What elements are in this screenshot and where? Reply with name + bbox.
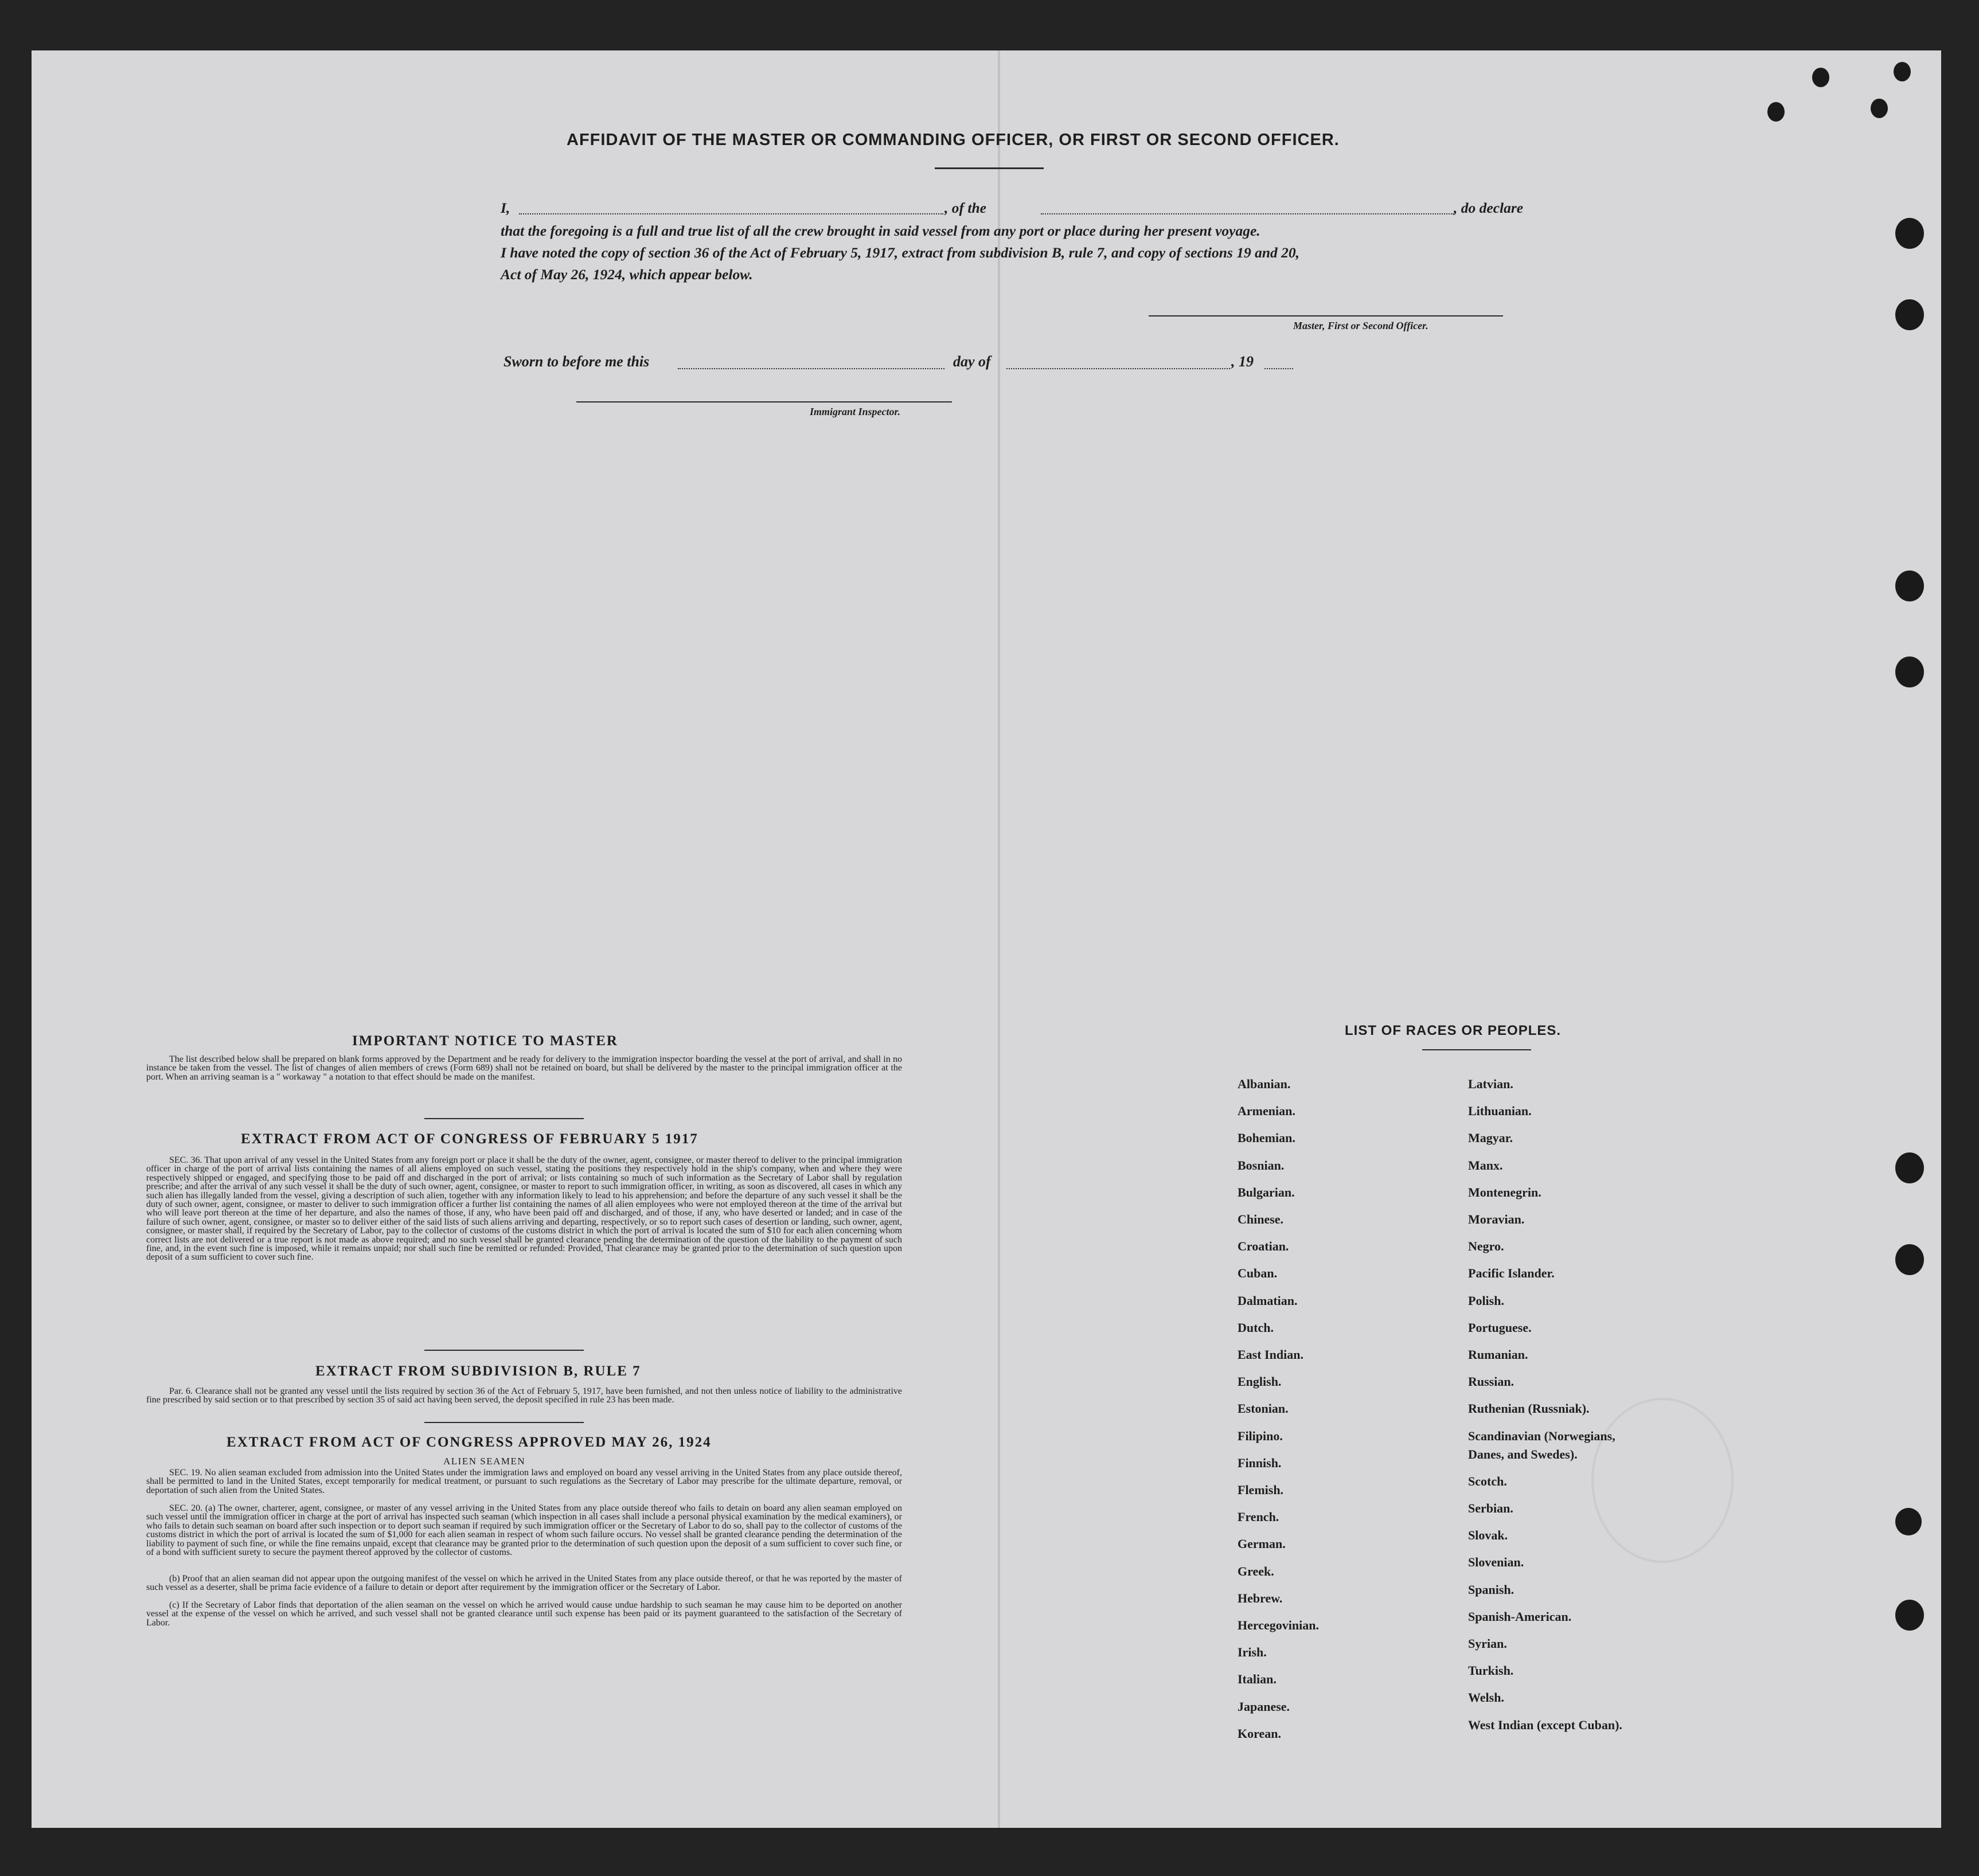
race-item: English. [1238, 1374, 1282, 1389]
race-item: Lithuanian. [1468, 1104, 1532, 1119]
sworn-day-blank[interactable] [678, 368, 944, 369]
extract-1917-text: SEC. 36. That upon arrival of any vessel in the United States from any foreign port or place it shall be the duty of the owner, agent, consignee, or master thereof to deliver to the principal immigration officer in charge of the port of arrival lists containing the names of all aliens employed on such vessel, stating the positions they respectively hold in the ship's company, when and where they were respectively shipped or engaged, and specifying those to be paid off and discharged in the port of arrival; or lists containing so much of such information as the Secretary of Labor shall by regulation prescribe; and after the arrival of any such vessel it shall be the duty of such owner, agent, consignee, or master to report to such immigration officer, in writing, as soon as discovered, all cases in which any such alien has illegally landed from the vessel, giving a description of such alien, together with any information likely to lead to his apprehension; and before the departure of any such vessel it shall be the duty of such owner, agent, consignee, or master to deliver to such immigration officer a further list containing the names of all alien employees who were not employed thereon at the time of the arrival but who will leave port thereon at the time of her departure, and also the names of those, if any, who have been paid off and discharged, and of those, if any, who have deserted or landed; and in case of the failure of such owner, agent, consignee, or master so to deliver either of the said lists of such aliens arriving and departing, respectively, or so to report such cases of desertion or landing, such owner, agent, consignee, or master shall, if required by the Secretary of Labor, pay to the collector of customs of the customs district in which the port of arrival is located the sum of $10 for each alien concerning whom correct lists are not delivered or a true report is not made as above required; and no such vessel shall be granted clearance pending the determination of the question of the liability to the payment of such fine, and, in the event such fine is imposed, while it remains unpaid; nor shall such fine be remitted or refunded: Provided, That clearance may be granted prior to the determination of such question upon deposit of a sum sufficient to cover such fine. [146, 1155, 902, 1263]
notice-title: IMPORTANT NOTICE TO MASTER [352, 1033, 618, 1049]
race-item: Welsh. [1468, 1690, 1504, 1705]
race-item: Estonian. [1238, 1401, 1289, 1416]
punch-hole [1895, 570, 1924, 601]
embossed-seal [1591, 1398, 1734, 1563]
extract-1917-title: EXTRACT FROM ACT OF CONGRESS OF FEBRUARY 5 1917 [241, 1131, 698, 1147]
punch-hole [1895, 299, 1924, 330]
race-item: Rumanian. [1468, 1347, 1528, 1362]
affidavit-line-2: that the foregoing is a full and true list of all the crew brought in said vessel from any port or place during her present voyage. [501, 222, 1260, 239]
extract-1917-rule [424, 1350, 584, 1351]
do-declare-label: , do declare [1454, 200, 1524, 216]
race-item: Bulgarian. [1238, 1185, 1295, 1199]
race-item: Bohemian. [1238, 1131, 1295, 1146]
master-signature-label: Master, First or Second Officer. [1293, 320, 1428, 331]
race-item: Hercegovinian. [1238, 1618, 1319, 1632]
race-item: Spanish. [1468, 1582, 1514, 1597]
race-item: Manx. [1468, 1158, 1503, 1172]
race-item: German. [1238, 1537, 1286, 1551]
affidavit-line-3: I have noted the copy of section 36 of the Act of February 5, 1917, extract from subdivision B, rule 7, and copy of sections 19 and 20, [501, 244, 1300, 261]
race-item: Filipino. [1238, 1428, 1283, 1443]
punch-hole [1895, 1508, 1922, 1535]
race-item: Croatian. [1238, 1239, 1289, 1254]
affidavit-title: AFFIDAVIT OF THE MASTER OR COMMANDING OFFICER, OR FIRST OR SECOND OFFICER. [567, 131, 1340, 149]
sec-20a-text: SEC. 20. (a) The owner, charterer, agent, consignee, or master of any vessel arriving in the United States from any place outside thereof who fails to detain on board any alien seaman employed on such vessel until the immigration officer in charge at the port of arrival has inspected such seaman (which inspection in all cases shall include a personal physical examination by the medical examiners), or who fails to detain such seaman on board after such inspection or to deport such seaman if required by such immigration officer or the Secretary of Labor to do so, shall pay to the collector of customs of the customs district in which the port of arrival is located the sum of $1,000 for each alien seaman in respect of whom such failure occurs. No vessel shall be granted clearance pending the determination of the liability to payment of such fine, or while the fine remains unpaid, except that clearance may be granted prior to the determination of such question upon the deposit of a sum sufficient to cover such fine, or of a bond with sufficient surety to secure the payment thereof approved by the collector of customs. [146, 1503, 902, 1558]
punch-hole [1895, 1244, 1924, 1275]
sworn-label: Sworn to before me this [503, 353, 650, 370]
race-item: Slovenian. [1468, 1555, 1524, 1570]
document-sheet [32, 50, 1941, 1828]
master-signature-line[interactable] [1149, 315, 1503, 316]
notice-rule [424, 1118, 584, 1119]
race-item: Pacific Islander. [1468, 1266, 1555, 1281]
race-item: Bosnian. [1238, 1158, 1285, 1172]
race-item: East Indian. [1238, 1347, 1303, 1362]
race-item: Japanese. [1238, 1699, 1290, 1714]
races-title: LIST OF RACES OR PEOPLES. [1345, 1023, 1562, 1038]
subdivision-text: Par. 6. Clearance shall not be granted any vessel until the lists required by section 36 of the Act of February 5, 1917, have been furnished, and not then unless notice of liability to the administrative fine prescribed by said section or to that prescribed by section 35 of said act having been served, the deposit specified in rule 23 has been made. [146, 1386, 902, 1405]
page-fold [998, 50, 1000, 1828]
race-item: Syrian. [1468, 1636, 1507, 1651]
punch-hole [1895, 656, 1924, 687]
race-item: Danes, and Swedes). [1468, 1447, 1578, 1461]
race-item: Moravian. [1468, 1212, 1525, 1226]
title-rule [935, 167, 1044, 169]
race-item: Italian. [1238, 1672, 1277, 1687]
race-item: Hebrew. [1238, 1590, 1283, 1605]
race-item: Finnish. [1238, 1455, 1282, 1470]
extract-1924-title: EXTRACT FROM ACT OF CONGRESS APPROVED MAY 26, 1924 [227, 1435, 712, 1450]
race-item: Irish. [1238, 1645, 1267, 1660]
race-item: Serbian. [1468, 1501, 1513, 1515]
race-item: Cuban. [1238, 1266, 1278, 1281]
punch-hole [1812, 68, 1829, 87]
race-item: Montenegrin. [1468, 1185, 1541, 1199]
punch-hole [1895, 1152, 1924, 1183]
notice-text: The list described below shall be prepared on blank forms approved by the Department and be ready for delivery to the immigration inspector boarding the vessel at the port of arrival, and shall in no instance be taken from the vessel. The list of changes of alien members of crews (Form 689) shall not be retained on board, but shall be delivered by the master to the principal immigration officer at the port. When an arriving seaman is a " workaway " a notation to that effect should be made on the manifest. [146, 1054, 902, 1082]
races-rule [1422, 1049, 1531, 1050]
alien-seamen-subtitle: ALIEN SEAMEN [443, 1456, 526, 1467]
race-item: Slovak. [1468, 1528, 1508, 1543]
race-item: Negro. [1468, 1239, 1504, 1254]
race-item: Russian. [1468, 1374, 1514, 1389]
race-item: Dalmatian. [1238, 1293, 1298, 1308]
sec-20b-text: (b) Proof that an alien seaman did not appear upon the outgoing manifest of the vessel on which he arrived in the United States from any place outside thereof, or that he was reported by the master of such vessel as a deserter, shall be prima facie evidence of a failure to detain or deport after requirement by the immigration officer or the Secretary of Labor. [146, 1574, 902, 1593]
sworn-month-blank[interactable] [1006, 368, 1230, 369]
race-item: Korean. [1238, 1726, 1281, 1741]
sec-19-text: SEC. 19. No alien seaman excluded from admission into the United States under the immigration laws and employed on board any vessel arriving in the United States from any place outside thereof, shall be permitted to land in the United States, except temporarily for medical treatment, or pursuant to such regulations as the Secretary of Labor may prescribe for the ultimate departure, removal, or deportation of such alien from the United States. [146, 1468, 902, 1495]
day-of-label: day of [953, 353, 991, 370]
vessel-blank[interactable] [1041, 213, 1454, 214]
of-the-label: , of the [944, 200, 986, 216]
affidavit-i-label: I, [501, 200, 510, 216]
race-item: Flemish. [1238, 1483, 1284, 1497]
year-label: , 19 [1231, 353, 1254, 370]
race-item: Chinese. [1238, 1212, 1284, 1226]
race-item: Dutch. [1238, 1320, 1274, 1335]
name-blank[interactable] [519, 213, 943, 214]
subdivision-title: EXTRACT FROM SUBDIVISION B, RULE 7 [315, 1363, 641, 1379]
race-item: Polish. [1468, 1293, 1504, 1308]
punch-hole [1894, 62, 1911, 81]
race-item: Turkish. [1468, 1663, 1514, 1678]
race-item: Ruthenian (Russniak). [1468, 1401, 1590, 1416]
punch-hole [1767, 102, 1785, 122]
race-item: Greek. [1238, 1564, 1274, 1578]
race-item: Portuguese. [1468, 1320, 1532, 1335]
inspector-label: Immigrant Inspector. [810, 406, 901, 417]
year-blank[interactable] [1264, 368, 1293, 369]
affidavit-line-4: Act of May 26, 1924, which appear below. [501, 266, 753, 283]
race-item: Albanian. [1238, 1077, 1291, 1091]
sec-20c-text: (c) If the Secretary of Labor finds that deportation of the alien seaman on the vessel on which he arrived would cause undue hardship to such seaman he may cause him to be deported on another vessel at the expense of the vessel on which he arrived, and such vessel shall not be granted clearance until such expense has been paid or its payment guaranteed to the satisfaction of the Secretary of Labor. [146, 1600, 902, 1628]
punch-hole [1895, 1600, 1924, 1631]
race-item: Scotch. [1468, 1474, 1507, 1488]
race-item: Scandinavian (Norwegians, [1468, 1428, 1615, 1443]
race-item: Latvian. [1468, 1077, 1513, 1091]
race-item: Armenian. [1238, 1104, 1295, 1119]
inspector-signature-line[interactable] [576, 401, 952, 402]
race-item: West Indian (except Cuban). [1468, 1717, 1622, 1732]
race-item: French. [1238, 1510, 1279, 1525]
punch-hole [1871, 99, 1888, 118]
subdivision-rule [424, 1422, 584, 1423]
punch-hole [1895, 218, 1924, 249]
race-item: Spanish-American. [1468, 1609, 1572, 1624]
race-item: Magyar. [1468, 1131, 1513, 1146]
